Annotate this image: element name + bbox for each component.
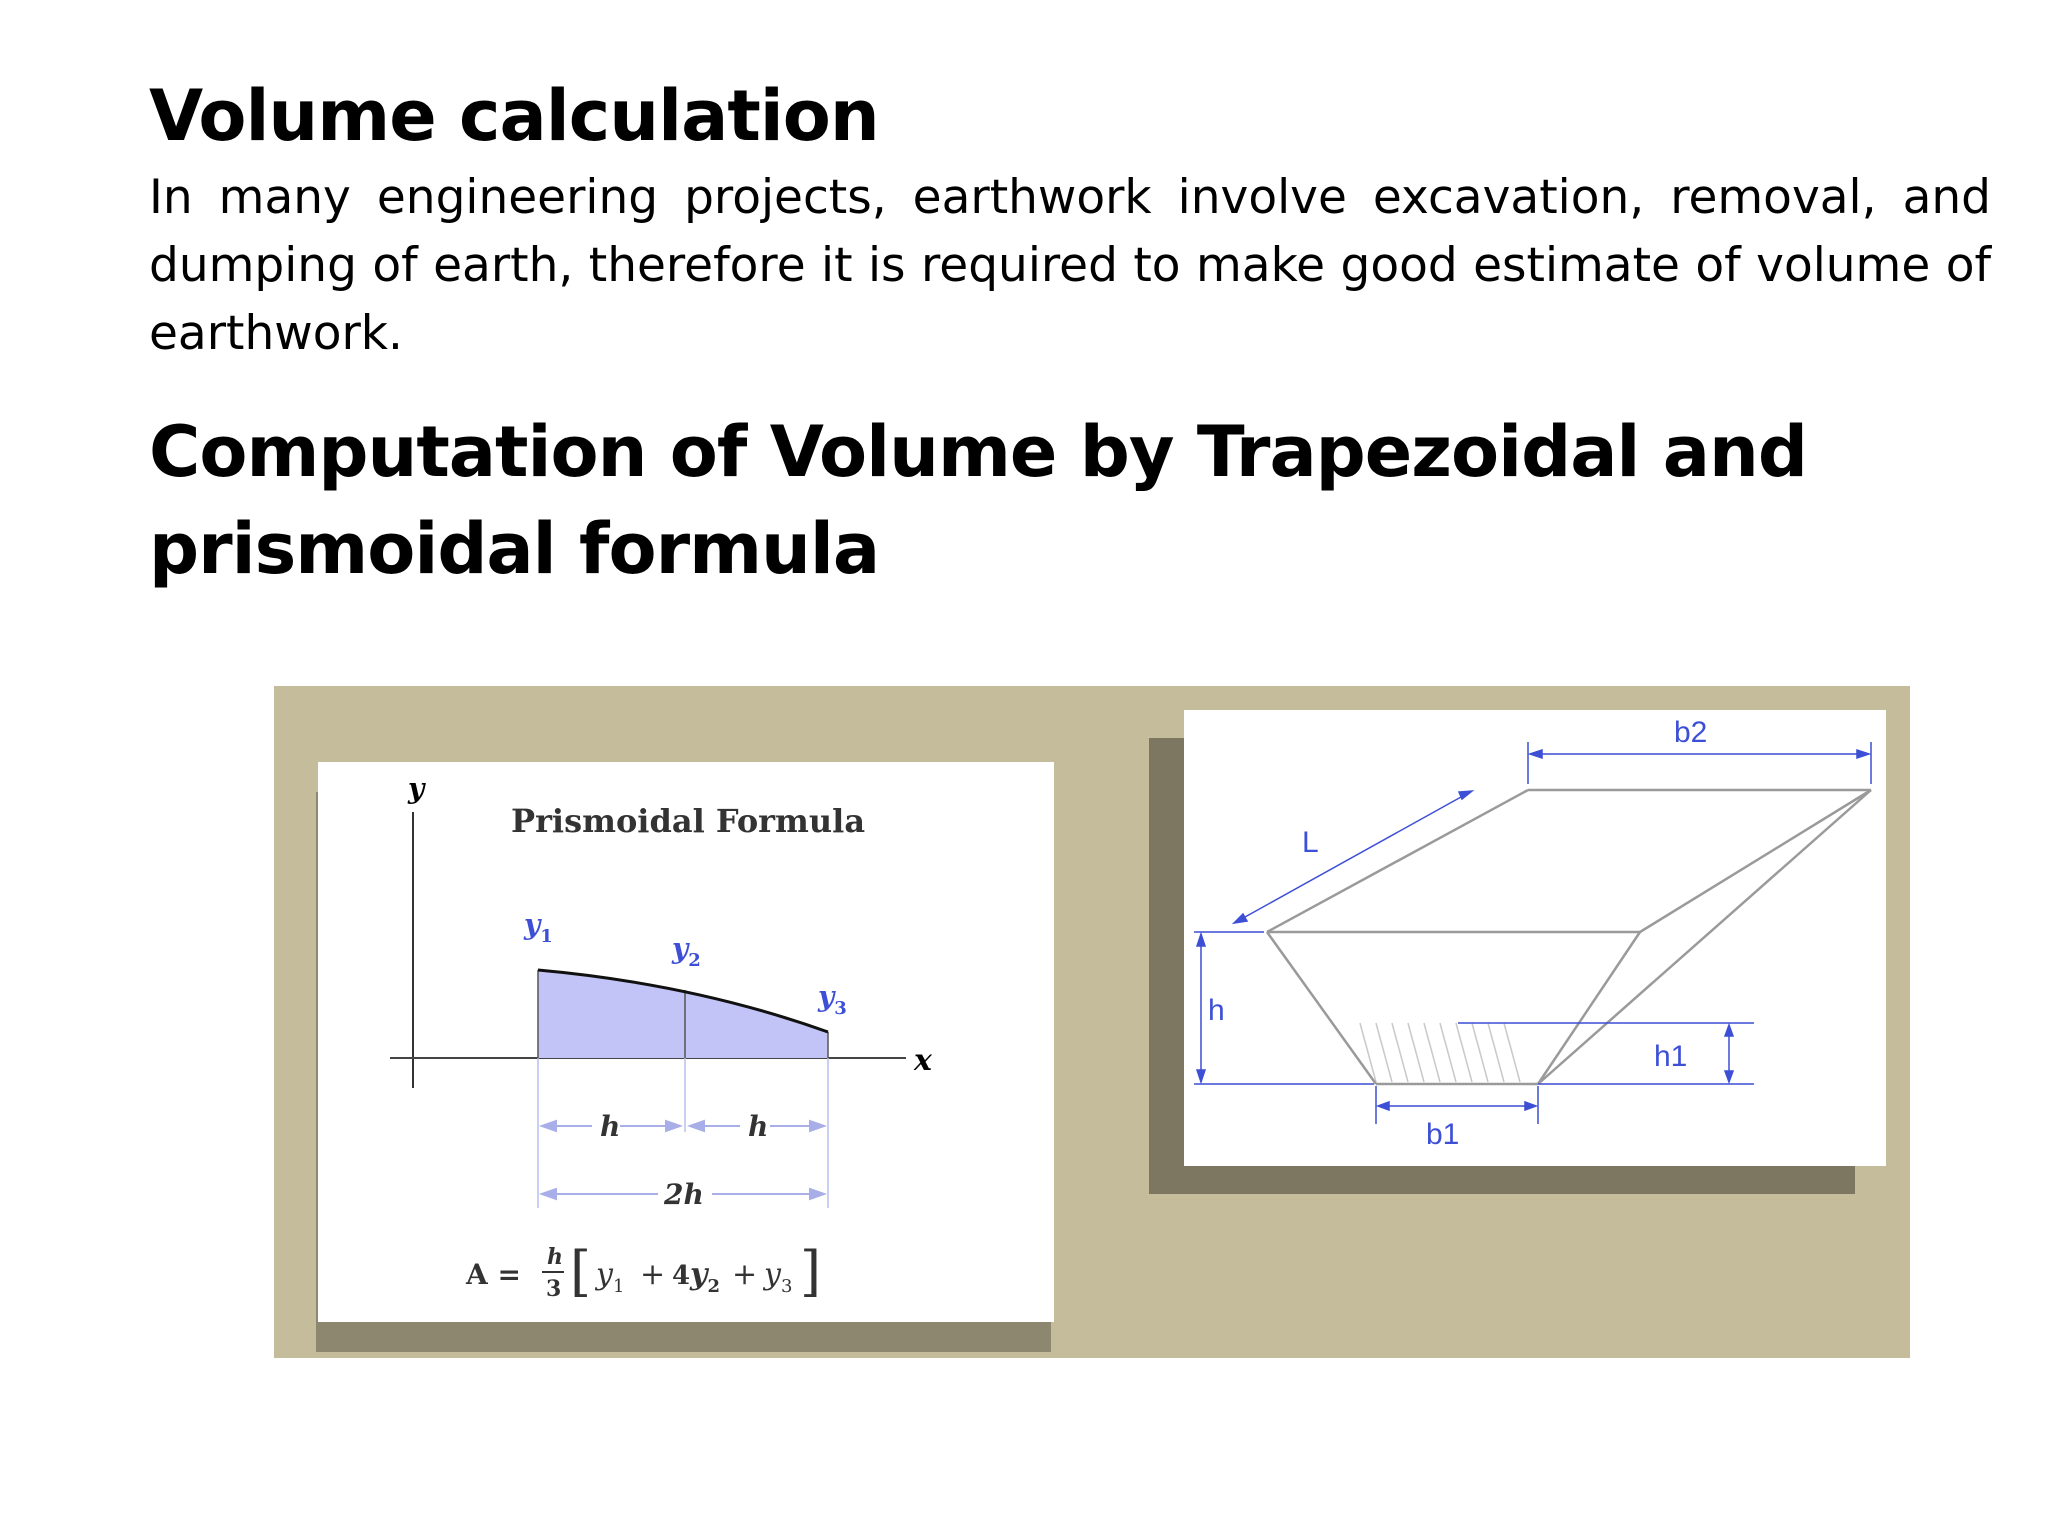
y1-label: $y_1$ [524,908,553,947]
prismoidal-title: Prismoidal Formula [511,802,866,840]
b1-label: b1 [1426,1118,1460,1151]
trapezoid-card [1184,710,1886,1166]
page-title: Volume calculation [149,75,879,157]
svg-text:]: ] [800,1240,822,1303]
two-h-label: 2h [664,1178,704,1211]
svg-text:+: + [732,1257,758,1292]
trapezoidal-figure [1149,710,1886,1194]
prismoidal-figure [316,762,1054,1352]
svg-text:4: 4 [672,1261,691,1291]
y-axis-label: y [408,772,425,805]
h-label-2: h [748,1110,769,1143]
b2-label: b2 [1674,716,1708,749]
x-axis-label: x [914,1043,932,1078]
L-label: L [1302,826,1319,859]
figure-illustration [274,686,1910,1358]
svg-text:A =: A = [466,1258,521,1291]
figure-panel [274,686,1910,1358]
section-heading: Computation of Volume by Trapezoidal and prismoidal formula [149,411,1807,590]
svg-text:3: 3 [546,1276,562,1302]
svg-text:y2: $y_2$ [690,1257,720,1297]
svg-text:[: [ [570,1240,592,1303]
h-label-1: h [600,1110,621,1143]
h1-label: h1 [1654,1040,1688,1073]
y2-label: $y_2$ [672,932,701,971]
svg-text:+: + [640,1257,666,1292]
intro-paragraph: In many engineering projects, earthwork involve excavation, removal, and dumping of earth, therefore it is required to make good estimate of volume of earthwork. [149,170,1991,361]
svg-text:y3: $y_3$ [764,1257,793,1297]
svg-text:y1: $y_1$ [596,1257,625,1297]
y3-label: $y_3$ [818,980,847,1019]
svg-text:h: h [547,1244,563,1270]
h-label: h [1208,994,1225,1027]
